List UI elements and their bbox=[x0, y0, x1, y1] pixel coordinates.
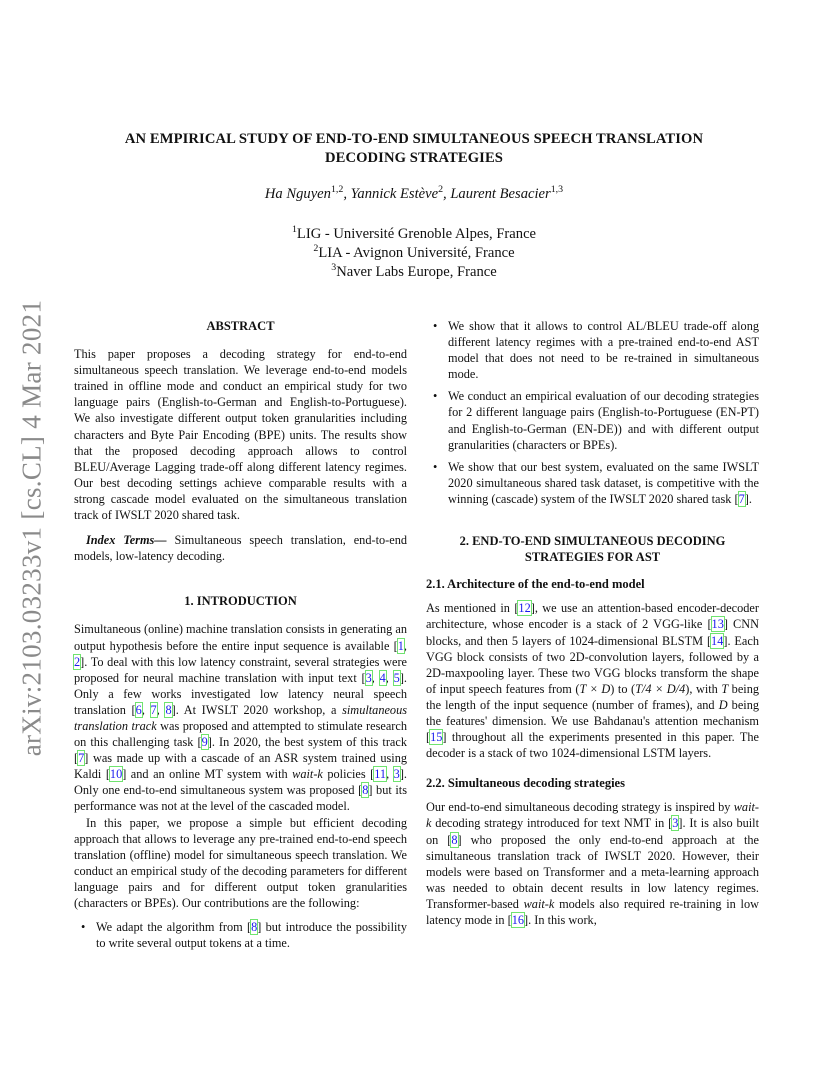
intro-heading: 1. INTRODUCTION bbox=[184, 594, 297, 609]
intro-paragraph-1: Simultaneous (online) machine translation consists in generating an output hypothesis before the entire input sequence is available [1, 2]. To deal with this low latency constraint, several strategies were proposed for neural machine translation with input text [3, 4, 5]. Only a few works investigated low latency neural speech translation [6, 7, 8]. At IWSLT 2020 workshop, a simultaneous translation track was proposed and attempted to stimulate research on this challenging task [9]. In 2020, the best system of this track [7] was made up with a cascade of an ASR system trained using Kaldi [10] and an online MT system with wait-k policies [11, 3]. Only one end-to-end simultaneous system was proposed [8] but its performance was not at the level of the cascaded model. bbox=[74, 622, 408, 814]
affiliation bbox=[80, 244, 748, 263]
citation-link[interactable]: 10 bbox=[109, 767, 123, 782]
title-line-1: AN EMPIRICAL STUDY OF END-TO-END SIMULTANEOUS SPEECH TRANSLATION bbox=[124, 131, 704, 147]
citation-link[interactable]: 8 bbox=[362, 783, 369, 798]
subsection-2-2-heading: 2.2. Simultaneous decoding strategies bbox=[426, 776, 625, 791]
list-item: • We adapt the algorithm from [8] but introduce the possibility to write several output tokens at a time. bbox=[81, 920, 407, 951]
citation-link[interactable]: 3 bbox=[365, 670, 372, 685]
contribution-list-continued bbox=[426, 318, 759, 507]
citation-link[interactable]: 9 bbox=[201, 735, 208, 750]
citation-link[interactable]: 1 bbox=[397, 638, 404, 653]
citation-link[interactable]: 3 bbox=[672, 816, 679, 831]
citation-link[interactable]: 11 bbox=[374, 767, 387, 782]
citation-link[interactable]: 6 bbox=[135, 702, 142, 717]
subsection-2-1-heading: 2.1. Architecture of the end-to-end model bbox=[426, 577, 645, 592]
list-item: • We conduct an empirical evaluation of our decoding strategies for 2 different language pairs (English-to-Portuguese (EN-PT) and English-to-German (EN-DE)) and with different output granularities (characters or BPEs). bbox=[433, 389, 759, 452]
index-terms-text: Simultaneous speech translation, end-to-end models, low-latency decoding. bbox=[74, 533, 407, 564]
left-column bbox=[74, 318, 407, 951]
list-item: • We show that our best system, evaluated on the same IWSLT 2020 simultaneous shared task dataset, is competitive with the winning (cascade) system of the IWSLT 2020 shared task [7]. bbox=[433, 459, 759, 506]
author-affil-sup: 1,2 bbox=[330, 184, 344, 196]
affiliation bbox=[80, 225, 748, 244]
citation-link[interactable]: 16 bbox=[511, 913, 525, 927]
citation-link[interactable]: 12 bbox=[518, 601, 531, 616]
citation-link[interactable]: 7 bbox=[78, 751, 85, 766]
citation-link[interactable]: 4 bbox=[379, 670, 386, 685]
affiliation-sup: 3 bbox=[331, 262, 337, 274]
affiliation-text: LIG - Université Grenoble Alpes, France bbox=[296, 226, 537, 242]
citation-link[interactable]: 13 bbox=[711, 617, 724, 632]
author-affil-sup: 1,3 bbox=[550, 184, 564, 196]
section-2-heading-line-2: STRATEGIES FOR AST bbox=[524, 550, 661, 565]
citation-link[interactable]: 5 bbox=[393, 670, 400, 685]
bullet-icon: • bbox=[81, 920, 86, 935]
subsection-2-2-paragraph: Our end-to-end simultaneous decoding strategy is inspired by wait-k decoding strategy introduced for text NMT in [3]. It is also built on [8] who proposed the only end-to-end approach at the simultaneous translation track of IWSLT 2020. However, their models were based on Transformer and a meta-learning approach was needed to obtain decent results in low latency regimes. Transformer-based wait-k models also required re-training in low latency mode in [16]. In this work, bbox=[426, 800, 759, 927]
affiliation-sup: 2 bbox=[313, 243, 319, 255]
paper-title bbox=[80, 130, 748, 168]
index-terms-label: Index Terms— bbox=[86, 533, 167, 548]
abstract-text: This paper proposes a decoding strategy for end-to-end simultaneous speech translation. We leverage end-to-end models trained in offline mode and conduct an empirical study for two language pairs (English-to-German and English-to-Portuguese). We also investigate different output token granularities including characters and Byte Pair Encoding (BPE) units. The results show that the proposed decoding approach allows to control BLEU/Average Lagging trade-off along different latency regimes. Our best decoding settings achieve comparable results with a strong cascade model evaluated on the simultaneous translation track of IWSLT 2020 shared task. bbox=[74, 347, 407, 523]
citation-link[interactable]: 14 bbox=[711, 633, 724, 648]
citation-link[interactable]: 2 bbox=[74, 654, 81, 669]
author-name: Laurent Besacier bbox=[450, 186, 551, 202]
bullet-icon: • bbox=[433, 389, 438, 404]
list-item: • We show that it allows to control AL/BLEU trade-off along different latency regimes with a pre-trained end-to-end AST model that does not need to be re-trained in simultaneous mode. bbox=[433, 319, 759, 382]
citation-link[interactable]: 7 bbox=[150, 702, 157, 717]
index-terms bbox=[74, 532, 407, 564]
affiliation-text: LIA - Avignon Université, France bbox=[318, 245, 515, 261]
citation-link[interactable]: 3 bbox=[393, 767, 400, 782]
citation-link[interactable]: 7 bbox=[738, 491, 745, 506]
author-affil-sup: 2 bbox=[438, 184, 444, 196]
intro-paragraph-2: In this paper, we propose a simple but efficient decoding approach that allows to leverage any pre-trained end-to-end speech translation (offline) model for simultaneous speech translation. We conduct an empirical study of the decoding parameters for different language pairs and for different output token granularities (characters or BPEs). Our contributions are the following: bbox=[74, 815, 407, 910]
bullet-icon: • bbox=[433, 319, 438, 333]
arxiv-stamp bbox=[17, 293, 47, 763]
bullet-icon: • bbox=[433, 459, 438, 474]
title-line-2: DECODING STRATEGIES bbox=[324, 150, 503, 166]
right-column bbox=[426, 318, 759, 928]
affiliation-sup: 1 bbox=[291, 224, 297, 236]
citation-link[interactable]: 8 bbox=[251, 920, 258, 935]
subsection-2-1-paragraph: As mentioned in [12], we use an attention-based encoder-decoder architecture, whose encoder is a stack of 2 VGG-like [13] CNN blocks, and then 5 layers of 1024-dimensional BLSTM [14]. Each VGG block consists of two 2D-convolution layers, followed by a 2D-maxpooling layer. These two VGG blocks transform the shape of input speech features from (T × D) to (T/4 × D/4), with T being the length of the input sequence (number of frames), and D being the features' dimension. We use Bahdanau's attention mechanism [15] throughout all the experiments presented in this paper. The decoder is a stack of two 1024-dimensional LSTM layers. bbox=[426, 601, 760, 761]
contribution-list bbox=[74, 919, 407, 951]
affiliations bbox=[80, 225, 748, 282]
author-name: Ha Nguyen bbox=[264, 186, 331, 202]
section-2-heading bbox=[426, 533, 759, 565]
citation-link[interactable]: 8 bbox=[165, 702, 172, 717]
affiliation-text: Naver Labs Europe, France bbox=[336, 264, 497, 280]
author-name: Yannick Estève bbox=[350, 186, 439, 202]
citation-link[interactable]: 15 bbox=[430, 730, 443, 745]
section-2-heading-line-1: 2. END-TO-END SIMULTANEOUS DECODING bbox=[459, 534, 726, 549]
abstract-heading: ABSTRACT bbox=[206, 319, 275, 333]
affiliation bbox=[80, 263, 748, 282]
author-list: Ha Nguyen$^{1,2}$, Yannick Estève$^2$, Laurent Besacier$^{1,3}$ bbox=[264, 184, 564, 202]
arxiv-stamp-text: arXiv:2103.03233v1 [cs.CL] 4 Mar 2021 bbox=[16, 299, 47, 757]
citation-link[interactable]: 8 bbox=[451, 832, 458, 847]
